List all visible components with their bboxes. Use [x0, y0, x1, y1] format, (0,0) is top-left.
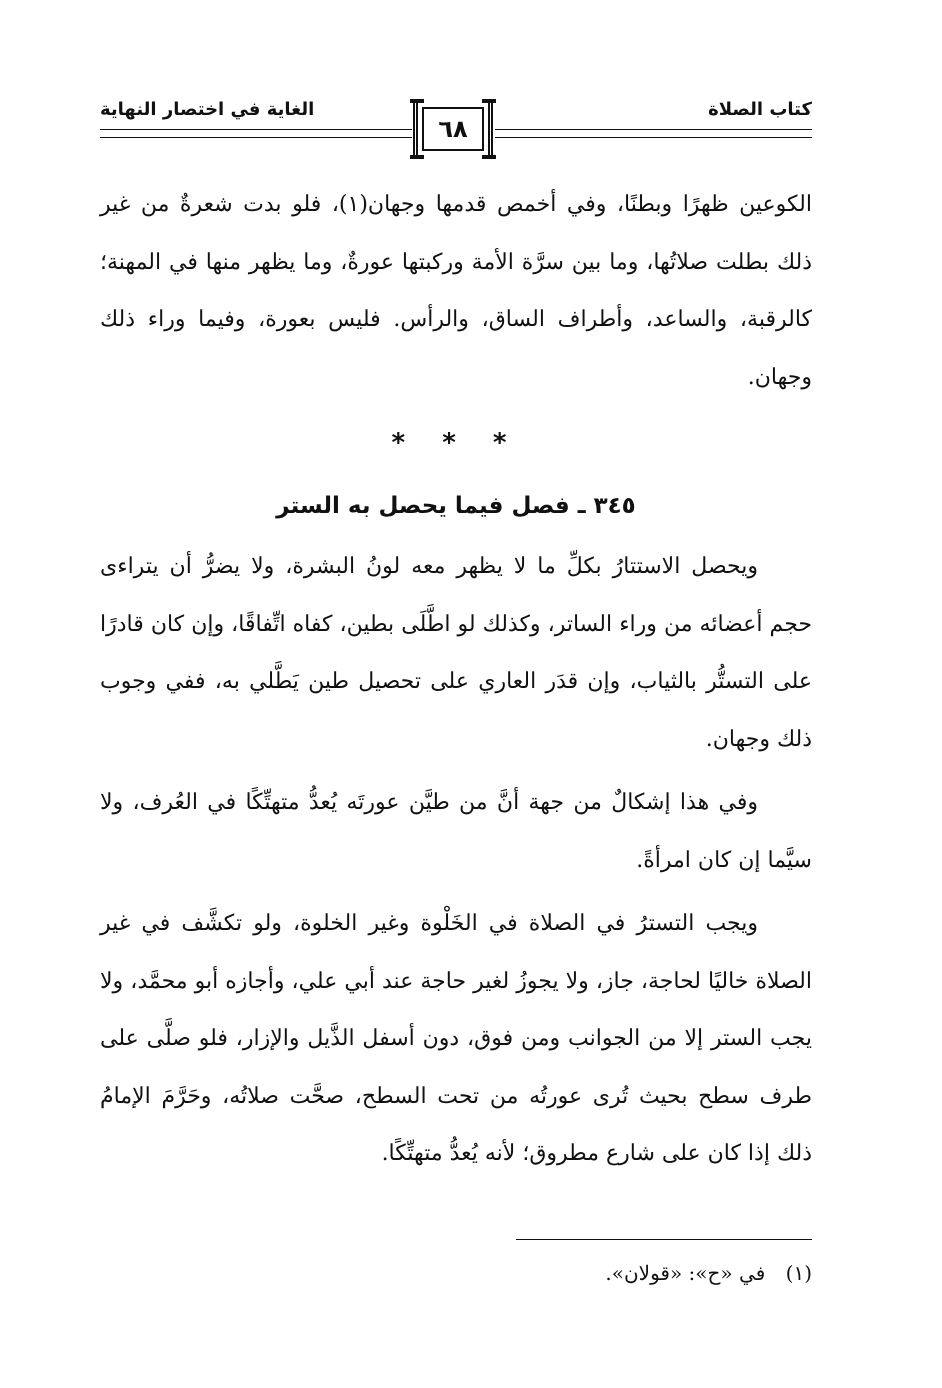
- book-title: الغاية في اختصار النهاية: [100, 99, 315, 120]
- paragraph: وفي هذا إشكالٌ من جهة أنَّ من طيَّن عورتَه يُعدُّ متهتِّكًا في العُرف، ولا سيَّما إن كان امرأةً.: [100, 790, 812, 873]
- footnote-marker: (١): [785, 1261, 812, 1285]
- main-text: [100, 176, 812, 1183]
- header-rule: [100, 137, 412, 138]
- page-number-frame: [413, 101, 493, 157]
- paragraph: ويحصل الاستتارُ بكلِّ ما لا يظهر معه لونُ البشرة، ولا يضرُّ أن يتراءى حجم أعضائه من وراء الساتر، وكذلك لو اطَّلَى بطين، كفاه اتِّفاقًا، وإن كان قادرًا على التستُّر بالثياب، وإن قدَر العاري على تحصيل طين يَطَّلي به، ففي وجوب ذلك وجهان.: [100, 554, 812, 752]
- header-rule: [495, 137, 812, 138]
- paragraph: ويجب التسترُ في الصلاة في الخَلْوة وغير الخلوة، ولو تكشَّف في غير الصلاة خاليًا لحاجة، جاز، ولا يجوزُ لغير حاجة عند أبي علي، وأجازه أبو محمَّد، ولا يجب الستر إلا من الجوانب ومن فوق، دون أسفل الذَّيل والإزار، فلو صلَّى على طرف سطح بحيث تُرى عورتُه من تحت السطح، صحَّت صلاتُه، وحَرَّمَ الإمامُ ذلك إذا كان على شارع مطروق؛ لأنه يُعدُّ متهتِّكًا.: [100, 911, 812, 1166]
- section-separator: * * *: [391, 428, 521, 458]
- chapter-title: كتاب الصلاة: [708, 99, 812, 120]
- footnote-text: في «ح»: «قولان».: [605, 1261, 766, 1285]
- section-heading: ٣٤٥ ـ فصل فيما يحصل به الستر: [276, 493, 636, 519]
- header-rule: [100, 129, 412, 130]
- footnote-separator: [516, 1239, 812, 1240]
- footnote: [100, 1256, 812, 1290]
- running-header: [100, 95, 812, 165]
- header-rule: [495, 129, 812, 130]
- page-number: ٦٨: [438, 115, 468, 143]
- footnotes: [100, 1256, 812, 1290]
- paragraph: الكوعين ظهرًا وبطنًا، وفي أخمص قدمها وجهان(١)، فلو بدت شعرةٌ من غير ذلك بطلت صلاتُها، وما بين سرَّة الأمة وركبتها عورةٌ، وما يظهر منها في المهنة؛ كالرقبة، والساعد، وأطراف الساق، والرأس. فليس بعورة، وفيما وراء ذلك وجهان.: [100, 192, 812, 390]
